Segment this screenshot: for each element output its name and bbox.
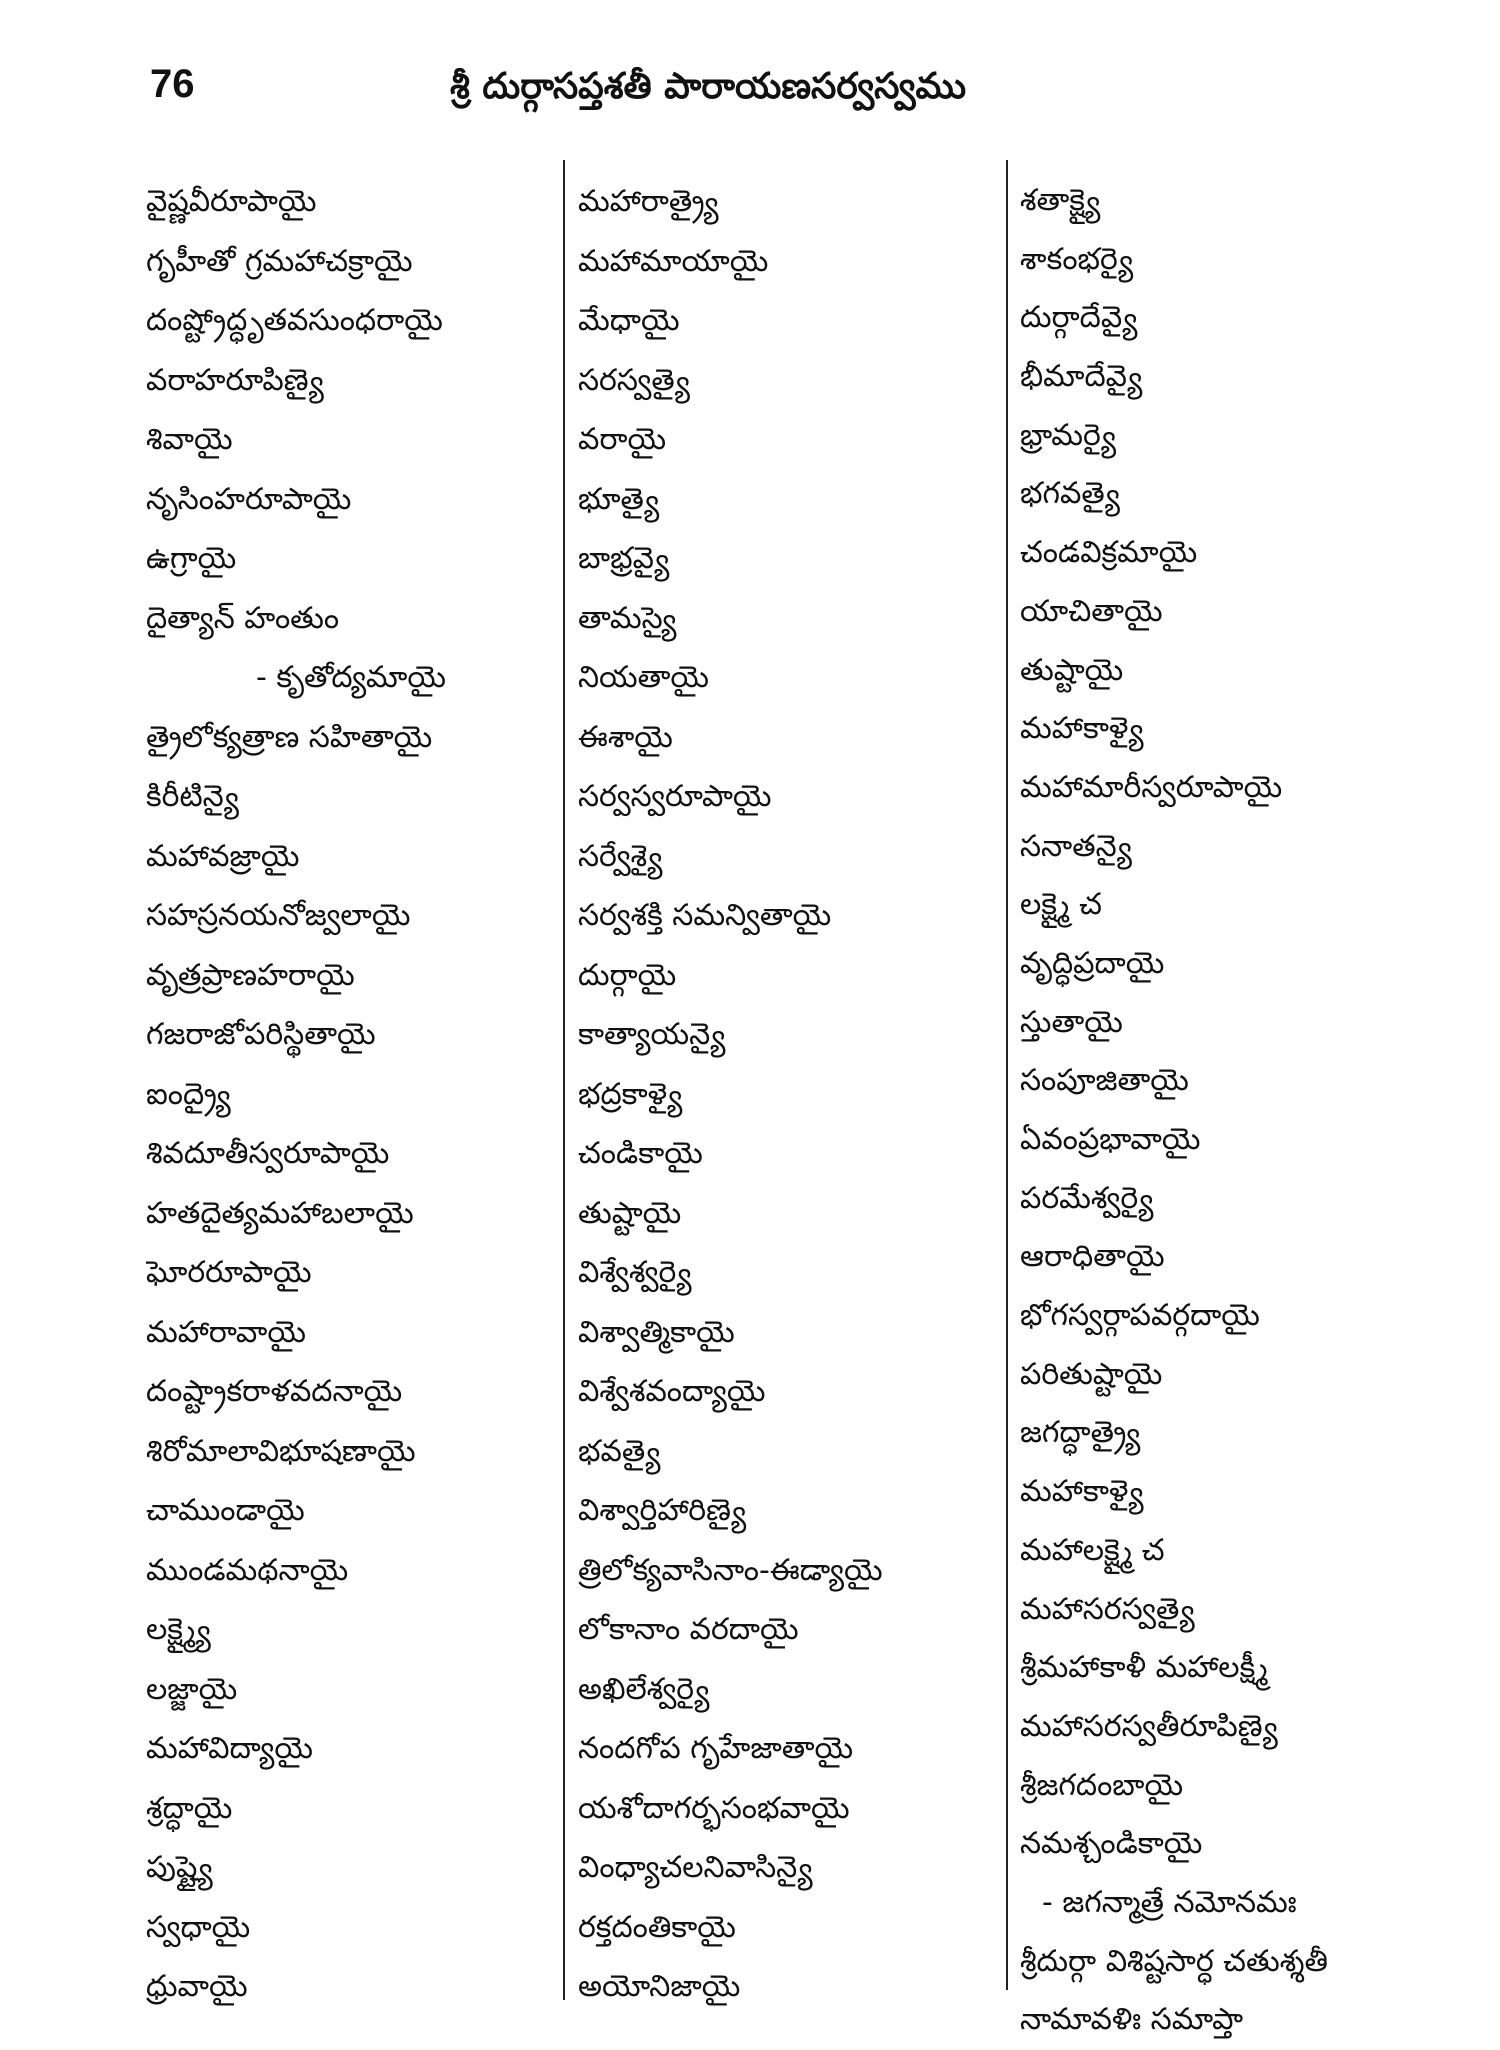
list-item: మహాలక్ష్మై చ (1020, 1532, 1165, 1568)
list-item: శివాయై (146, 422, 233, 457)
list-item: యశోదాగర్భసంభవాయై (578, 1790, 850, 1826)
list-item: గృహీతో గ్రమహాచక్రాయై (146, 243, 413, 279)
list-item: ఆరాధితాయై (1020, 1239, 1165, 1275)
list-item: వరాహరూపిణ్యై (146, 362, 324, 398)
list-item: సర్వేశ్యై (578, 838, 663, 874)
list-item: సర్వశక్తి సమన్వితాయై (578, 898, 832, 933)
list-item: నామావళిః సమాప్తా (1020, 2002, 1244, 2038)
list-item: సర్వస్వరూపాయై (578, 779, 772, 814)
list-item: ఉగ్రాయై (146, 541, 237, 576)
list-item: మహాసరస్వతీరూపిణ్యై (1020, 1708, 1278, 1744)
list-item: శివదూతీస్వరూపాయై (146, 1136, 390, 1171)
list-item: సరస్వత్యై (578, 362, 690, 398)
list-item: వృద్ధిప్రదాయై (1020, 945, 1165, 981)
list-item: సనాతన్యై (1020, 828, 1132, 864)
list-item: కిరీటిన్యై (146, 779, 239, 814)
list-item: భగవత్యై (1020, 476, 1120, 512)
list-item: లోకానాం వరదాయై (578, 1612, 799, 1647)
list-item: తామస్యై (578, 600, 677, 636)
list-item: గజరాజోపరిస్థితాయై (146, 1017, 376, 1052)
list-item: విశ్వేశవంద్యాయై (578, 1374, 766, 1409)
list-item: చండికాయై (578, 1136, 703, 1171)
list-item: దంష్ట్రోద్ధృతవసుంధరాయై (146, 303, 443, 338)
list-item: స్తుతాయై (1020, 1004, 1123, 1040)
list-item: శ్రీజగదంబాయై (1020, 1767, 1184, 1803)
list-item: వరాయై (578, 422, 667, 457)
list-item: జగద్ధాత్ర్యై (1020, 1415, 1141, 1451)
list-item: వైష్ణవీరూపాయై (146, 184, 317, 219)
list-item: ఈశాయై (578, 719, 673, 755)
list-item: శ్రీమహాకాళీ మహాలక్ష్మీ (1020, 1650, 1268, 1686)
list-item: మహాసరస్వత్యై (1020, 1591, 1195, 1627)
list-item: మహావజ్రాయై (146, 838, 300, 874)
list-item: ఐంద్ర్యై (146, 1076, 231, 1112)
list-item: దంష్ట్రాకరాళవదనాయై (146, 1374, 403, 1409)
list-item: నమశ్చండికాయై (1020, 1826, 1203, 1862)
list-item: శిరోమాలావిభూషణాయై (146, 1433, 416, 1469)
list-item: మహావిద్యాయై (146, 1731, 313, 1766)
list-item: భోగస్వర్గాపవర్గదాయై (1020, 1298, 1260, 1334)
list-item: అయోనిజాయై (578, 1969, 741, 2004)
list-item: మహాకాళ్యై (1020, 711, 1144, 747)
list-item: శ్రీదుర్గా విశిష్టసార్ధ చతుశ్శతీ (1020, 1943, 1328, 1979)
list-item: మహామాయాయై (578, 243, 769, 279)
list-item: ముండమథనాయై (146, 1552, 349, 1588)
list-item: మహారాత్ర్యై (578, 184, 719, 219)
list-item: లక్ష్మై చ (1020, 887, 1102, 923)
list-item: సంపూజితాయై (1020, 1063, 1189, 1099)
list-item: - జగన్మాత్రే నమోనమః (1042, 1884, 1297, 1920)
list-item: శ్రద్ధాయై (146, 1790, 233, 1826)
list-item: దుర్గాదేవ్యై (1020, 300, 1138, 336)
list-item: శాకంభర్యై (1020, 241, 1134, 277)
list-item: విశ్వేశ్వర్యై (578, 1255, 692, 1290)
list-item: రక్తదంతికాయై (578, 1909, 736, 1945)
list-item: ధ్రువాయై (146, 1969, 248, 2004)
list-item: నందగోప గృహేజాతాయై (578, 1731, 854, 1766)
list-item: యాచితాయై (1020, 593, 1163, 629)
list-item: ఘోరరూపాయై (146, 1255, 312, 1290)
list-item: భూత్యై (578, 481, 660, 517)
list-item: భీమాదేవ్యై (1020, 359, 1143, 395)
list-item: మహామారీస్వరూపాయై (1020, 769, 1283, 805)
list-item: పరితుష్టాయై (1020, 1356, 1163, 1392)
list-item: నియతాయై (578, 660, 710, 695)
list-item: లజ్జాయై (146, 1671, 238, 1707)
list-item: బాభ్రవ్యై (578, 541, 670, 576)
list-item: వృత్రప్రాణహరాయై (146, 957, 355, 993)
page-title: శ్రీ దుర్గాసప్తశతీ పారాయణసర్వస్వము (450, 66, 967, 107)
list-item: భద్రకాళ్యై (578, 1076, 683, 1112)
list-item: - కృతోద్యమాయై (256, 660, 447, 695)
list-item: తుష్టాయై (578, 1195, 682, 1231)
list-item: స్వధాయై (146, 1909, 251, 1945)
list-item: సహస్రనయనోజ్వలాయై (146, 898, 411, 933)
list-item: చండవిక్రమాయై (1020, 535, 1198, 571)
list-item: త్రైలోక్యత్రాణ సహితాయై (146, 719, 433, 755)
list-item: మేధాయై (578, 303, 680, 338)
list-item: ఏవంప్రభావాయై (1020, 1122, 1201, 1157)
column-divider-right (1006, 160, 1008, 1990)
column-divider-left (563, 160, 565, 2000)
list-item: త్రిలోక్యవాసినాం-ఈడ్యాయై (578, 1552, 883, 1588)
page-number: 76 (150, 62, 195, 106)
list-item: మహారావాయై (146, 1314, 306, 1350)
list-item: భవత్యై (578, 1433, 661, 1469)
list-item: వింధ్యాచలనివాసిన్యై (578, 1850, 813, 1885)
name-list-column-2 (578, 172, 998, 2017)
name-list-column-1 (146, 172, 556, 2017)
list-item: విశ్వాత్మికాయై (578, 1314, 735, 1350)
list-item: భ్రామర్యై (1020, 417, 1117, 453)
list-item: లక్ష్మ్యై (146, 1612, 211, 1647)
list-item: పరమేశ్వర్యై (1020, 1180, 1154, 1216)
list-item: విశ్వార్తిహారిణ్యై (578, 1493, 747, 1528)
list-item: శతాక్ష్యై (1020, 183, 1101, 218)
list-item: నృసింహరూపాయై (146, 481, 352, 517)
list-item: మహాకాళ్యై (1020, 1474, 1144, 1510)
list-item: దైత్యాన్ హంతుం (146, 600, 340, 636)
list-item: అఖిలేశ్వర్యై (578, 1671, 710, 1707)
list-item: హతదైత్యమహాబలాయై (146, 1195, 414, 1231)
list-item: దుర్గాయై (578, 957, 677, 993)
name-list-column-3 (1020, 172, 1450, 2050)
list-item: కాత్యాయన్యై (578, 1017, 726, 1052)
list-item: తుష్టాయై (1020, 652, 1124, 688)
list-item: పుష్ట్యై (146, 1850, 213, 1885)
list-item: చాముండాయై (146, 1493, 305, 1528)
